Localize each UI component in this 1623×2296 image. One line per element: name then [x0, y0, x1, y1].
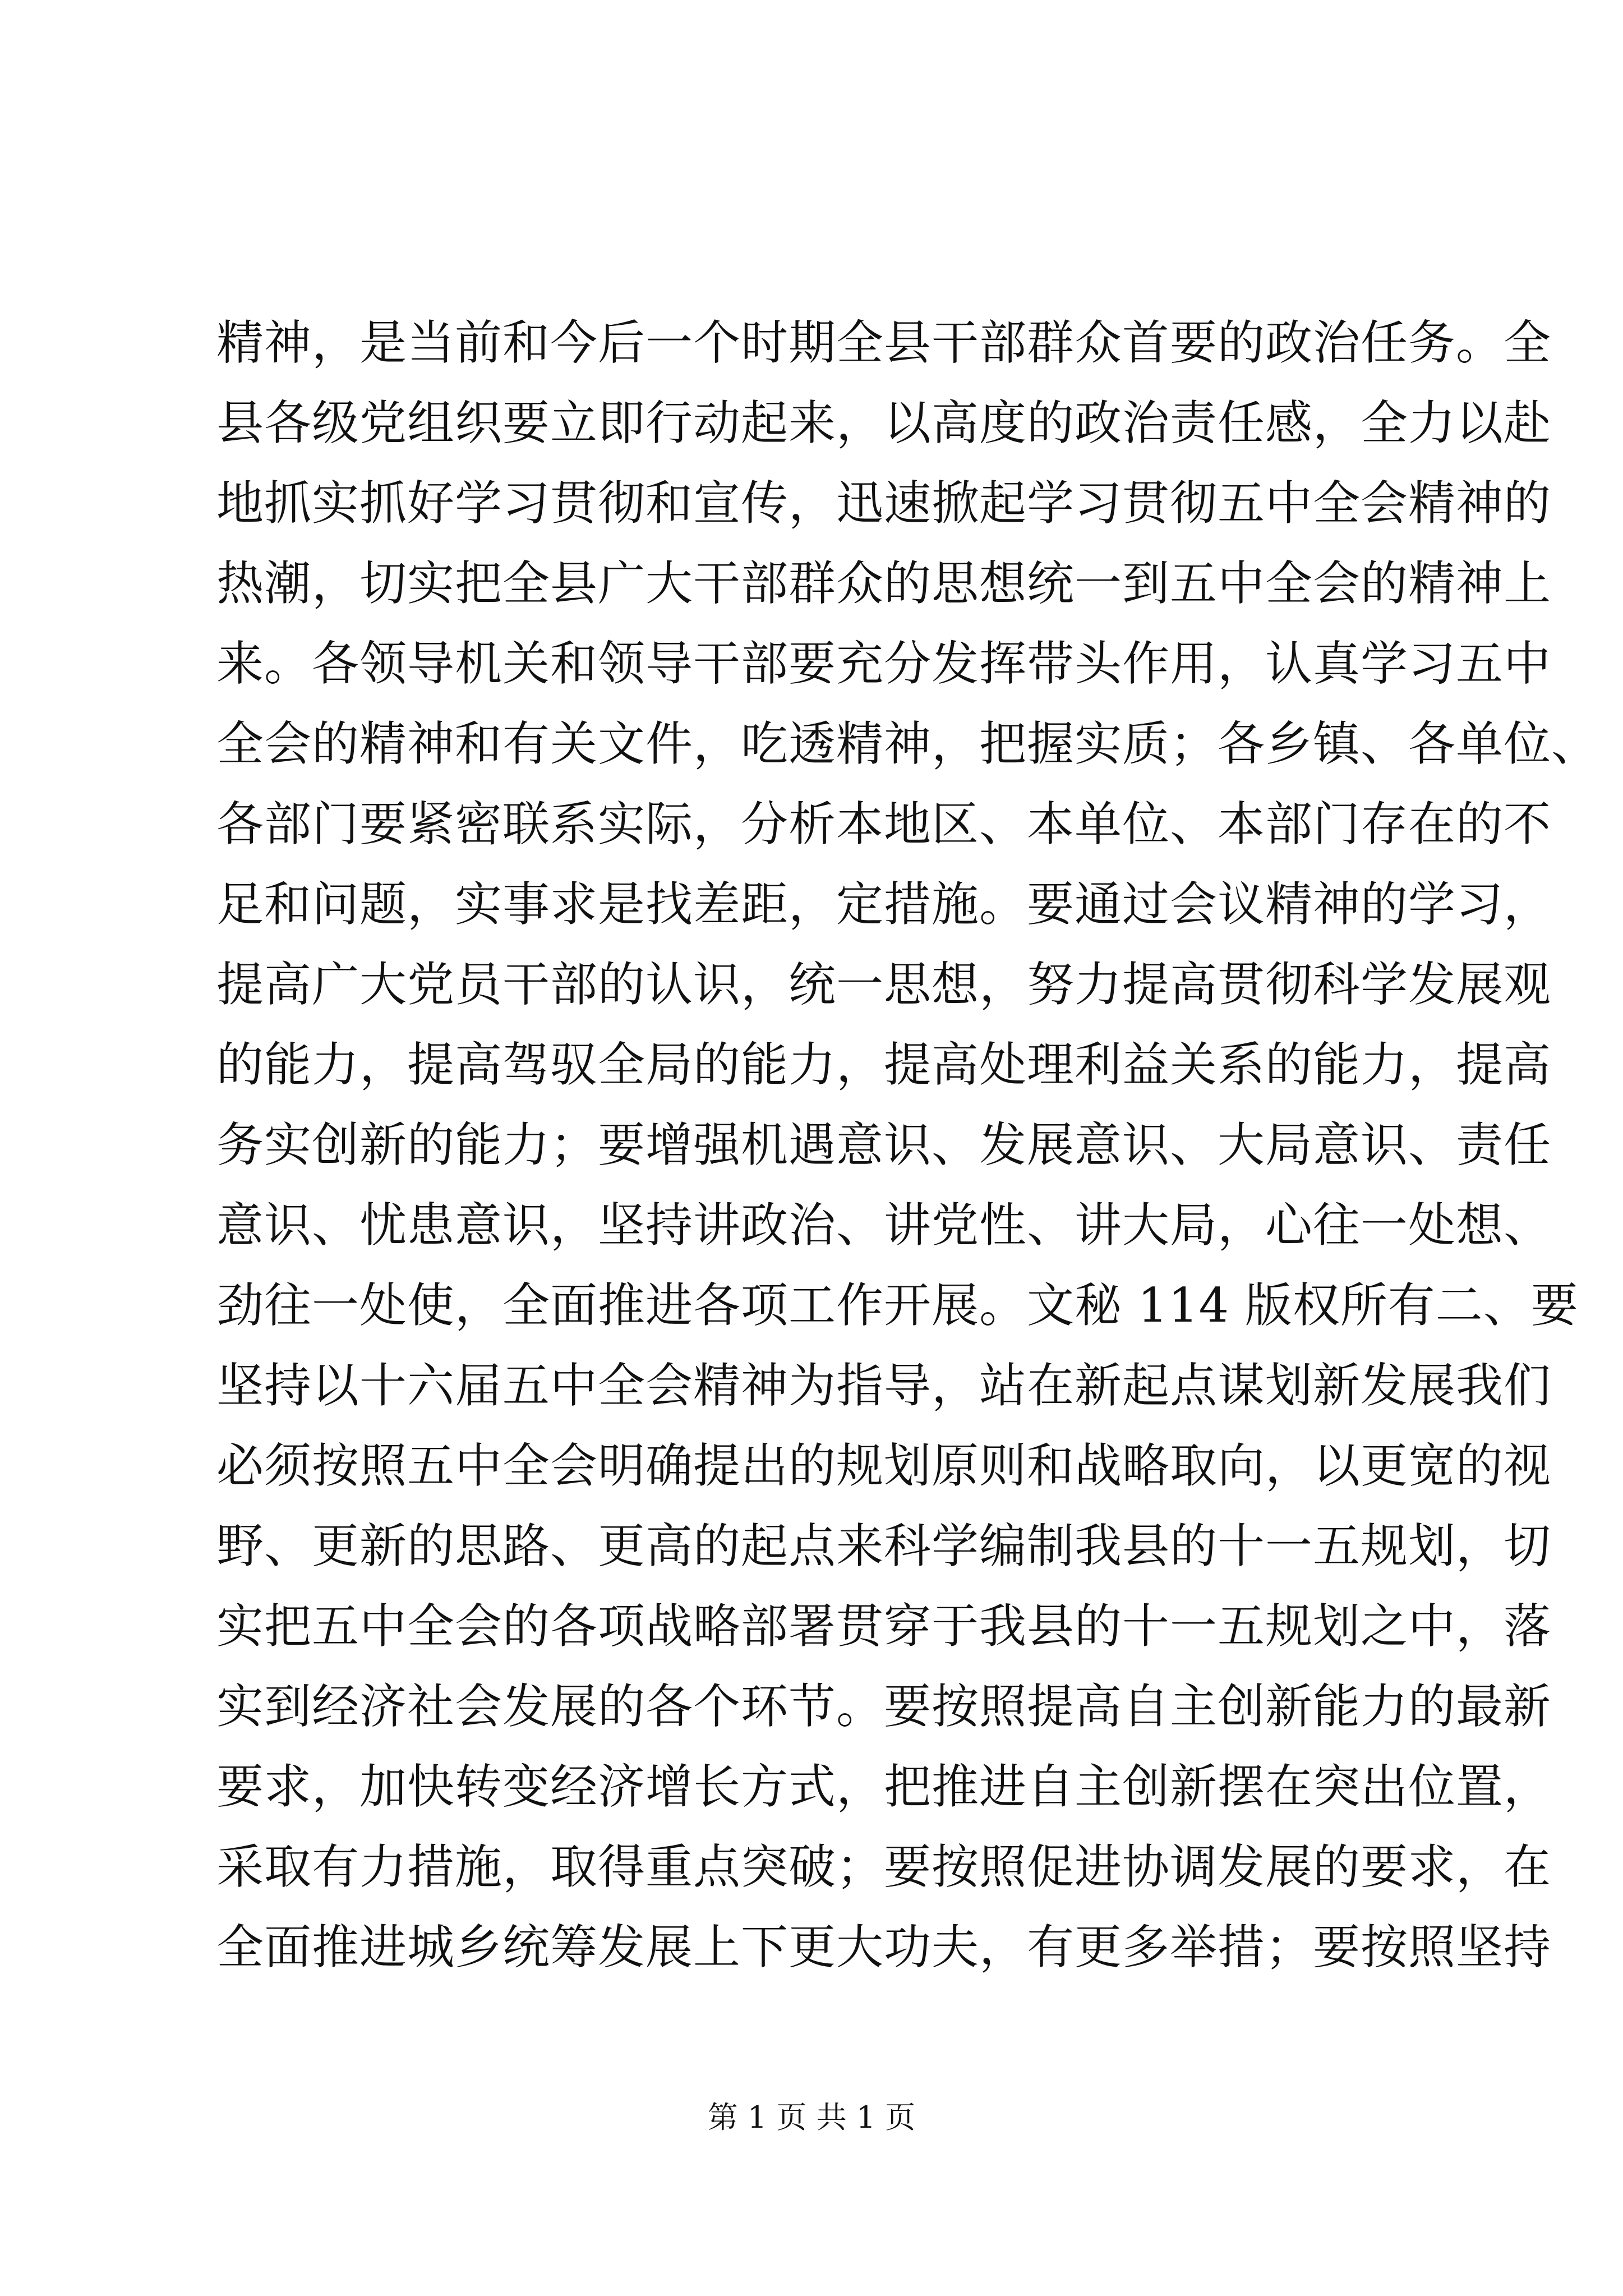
text-line: 劲往一处使，全面推进各项工作开展。文秘 114 版权所有二、要: [216, 1278, 1579, 1333]
text-line: 全面推进城乡统筹发展上下更大功夫，有更多举措；要按照坚持: [216, 1920, 1552, 1975]
text-line: 采取有力措施，取得重点突破；要按照促进协调发展的要求，在: [216, 1839, 1552, 1894]
text-line: 各部门要紧密联系实际，分析本地区、本单位、本部门存在的不: [216, 797, 1552, 852]
text-line: 意识、忧患意识，坚持讲政治、讲党性、讲大局，心往一处想、: [216, 1198, 1552, 1253]
text-line: 要求，加快转变经济增长方式，把推进自主创新摆在突出位置，: [216, 1759, 1552, 1814]
text-line: 全会的精神和有关文件，吃透精神，把握实质；各乡镇、各单位、: [216, 716, 1599, 771]
text-line: 足和问题，实事求是找差距，定措施。要通过会议精神的学习，: [216, 877, 1552, 932]
text-line: 实把五中全会的各项战略部署贯穿于我县的十一五规划之中，落: [216, 1599, 1552, 1654]
text-line: 的能力，提高驾驭全局的能力，提高处理利益关系的能力，提高: [216, 1037, 1552, 1092]
text-line: 务实创新的能力；要增强机遇意识、发展意识、大局意识、责任: [216, 1117, 1552, 1172]
text-line: 必须按照五中全会明确提出的规划原则和战略取向，以更宽的视: [216, 1438, 1552, 1493]
text-line: 提高广大党员干部的认识，统一思想，努力提高贯彻科学发展观: [216, 957, 1552, 1012]
body-text: [216, 303, 1599, 1987]
text-line: 县各级党组织要立即行动起来，以高度的政治责任感，全力以赴: [216, 395, 1552, 450]
text-line: 来。各领导机关和领导干部要充分发挥带头作用，认真学习五中: [216, 636, 1552, 691]
text-line: 实到经济社会发展的各个环节。要按照提高自主创新能力的最新: [216, 1679, 1552, 1734]
text-line: 坚持以十六届五中全会精神为指导，站在新起点谋划新发展我们: [216, 1358, 1552, 1413]
text-line: 野、更新的思路、更高的起点来科学编制我县的十一五规划，切: [216, 1519, 1552, 1573]
text-line: 热潮，切实把全县广大干部群众的思想统一到五中全会的精神上: [216, 556, 1552, 611]
text-line: 地抓实抓好学习贯彻和宣传，迅速掀起学习贯彻五中全会精神的: [216, 476, 1552, 531]
text-line: 精神，是当前和今后一个时期全县干部群众首要的政治任务。全: [216, 315, 1552, 370]
page-number-footer: 第 1 页 共 1 页: [707, 2100, 916, 2135]
